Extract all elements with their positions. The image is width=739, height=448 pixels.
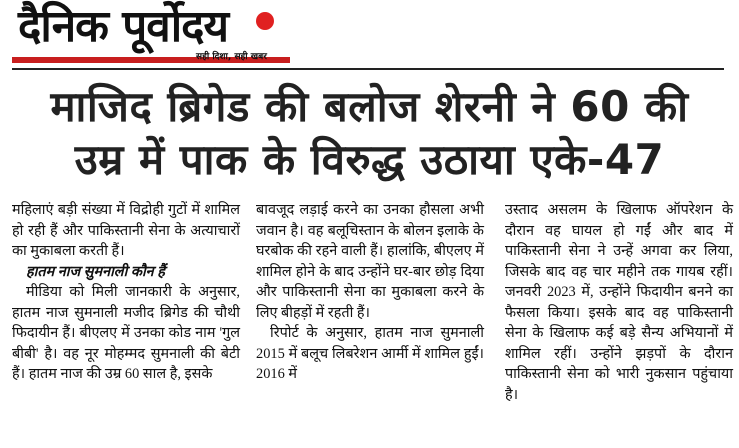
article-column-1 xyxy=(12,200,240,385)
headline-line-2: उम्र में पाक के विरुद्ध उठाया एके-47 xyxy=(74,135,665,184)
masthead xyxy=(0,0,739,78)
headline-line-1: माजिद ब्रिगेड की बलोज शेरनी ने 60 की xyxy=(50,82,689,131)
subheading: हातम नाज सुमनाली कौन हैं xyxy=(26,263,165,280)
paragraph: महिलाएं बड़ी संख्या में विद्रोही गुटों में शामिल हो रही हैं और पाकिस्तानी सेना के अत्याचारों का मुकाबला करती हैं। xyxy=(12,202,240,259)
newspaper-logo: दैनिक पूर्वोदय xyxy=(18,1,229,52)
tagline: सही दिशा, सही खबर xyxy=(196,52,267,62)
paragraph: उस्ताद असलम के खिलाफ ऑपरेशन के दौरान वह घायल हो गईं और बाद में पाकिस्तानी सेना ने उन्हें अगवा कर लिया, जिसके बाद वह चार महीने तक गायब रहीं। जनवरी 2023 में, उन्होंने फिदायीन बनने का फैसला किया। इसके बाद वह पाकिस्तानी सेना के खिलाफ कई बड़े सैन्य अभियानों में शामिल रहीं। उन्होंने झड़पों के दौरान पाकिस्तानी सेना को भारी नुकसान पहुंचाया है। xyxy=(505,202,733,403)
headline xyxy=(0,80,739,186)
article-column-3 xyxy=(505,200,733,405)
article-column-2 xyxy=(256,200,484,385)
paragraph: रिपोर्ट के अनुसार, हातम नाज सुमनाली 2015 में बलूच लिबरेशन आर्मी में शामिल हुईं। 2016 में xyxy=(256,325,484,382)
paragraph: बावजूद लड़ाई करने का उनका हौसला अभी जवान है। वह बलूचिस्तान के बोलन इलाके के घरबोक की रहने वाली हैं। हालांकि, बीएलए में शामिल होने के बाद उन्होंने घर-बार छोड़ दिया और पाकिस्तानी सेना का मुकाबला करने के लिए बीहड़ों में रहती हैं। xyxy=(256,202,484,321)
header-divider xyxy=(12,68,724,70)
paragraph: मीडिया को मिली जानकारी के अनुसार, हातम नाज सुमनाली मजीद ब्रिगेड की चौथी फिदायीन हैं। बीएलए में उनका कोड नाम 'गुल बीबी' है। वह नूर मोहम्मद सुमनाली की बेटी हैं। हातम नाज की उम्र 60 साल है, इसके xyxy=(12,284,240,382)
logo-dot-icon xyxy=(256,12,274,30)
